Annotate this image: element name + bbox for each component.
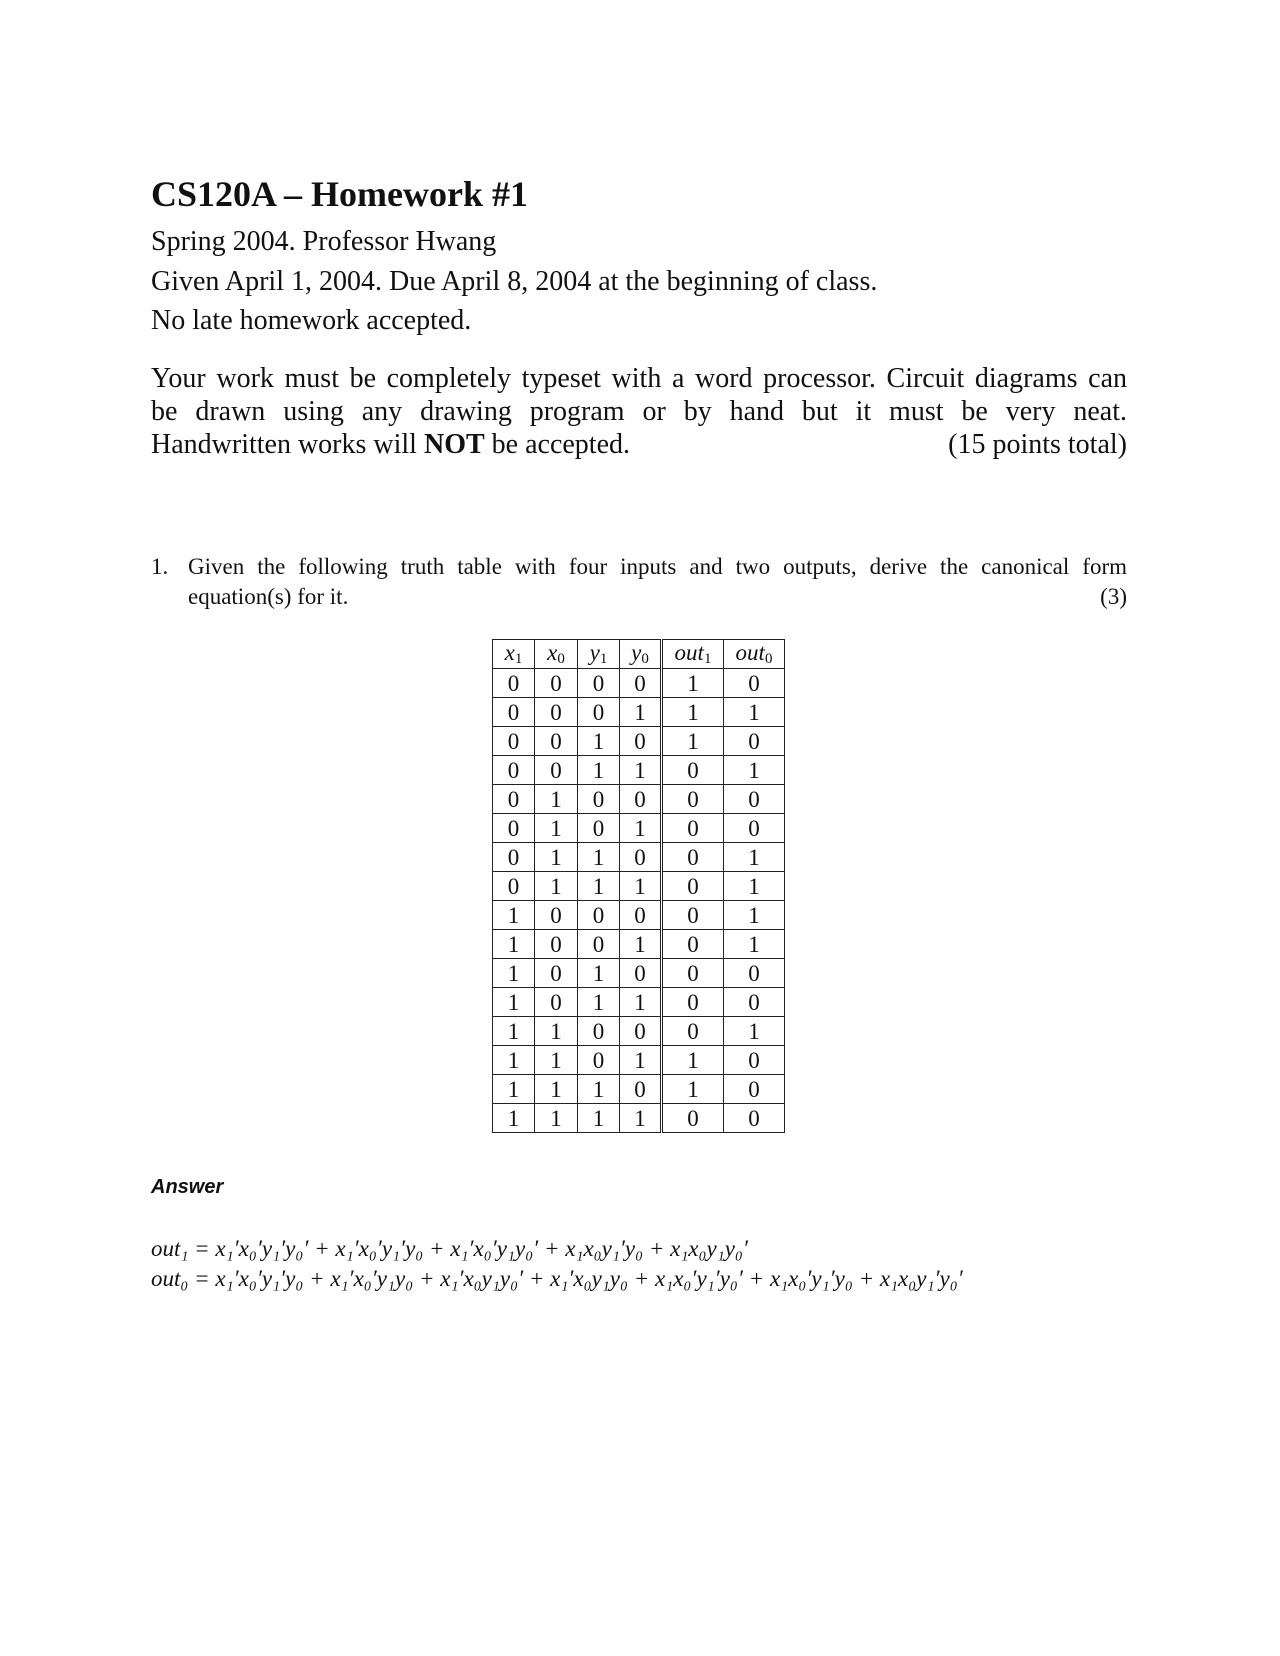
handwritten-note-start: Handwritten works will bbox=[151, 429, 424, 460]
table-cell: 1 bbox=[620, 1104, 662, 1133]
table-cell: 1 bbox=[662, 727, 724, 756]
table-cell: 0 bbox=[662, 1104, 724, 1133]
out0-equation: out₀ = x₁′x₀′y₁′y₀ + x₁′x₀′y₁y₀ + x₁′x₀y₁y₀′ + x₁′x₀y₁y₀ + x₁x₀′y₁′y₀′ + x₁x₀′y₁′y₀ + x₁x₀y₁′y₀′ bbox=[151, 1266, 963, 1291]
late-policy: No late homework accepted. bbox=[151, 305, 472, 336]
table-cell: 1 bbox=[493, 1046, 535, 1075]
table-cell: 0 bbox=[493, 872, 535, 901]
table-cell: 1 bbox=[662, 1075, 724, 1104]
table-row bbox=[493, 1075, 785, 1104]
table-cell: 1 bbox=[535, 872, 578, 901]
course-term: Spring 2004. Professor Hwang bbox=[151, 226, 497, 257]
page-title: CS120A – Homework #1 bbox=[151, 174, 528, 214]
table-cell: 1 bbox=[578, 959, 620, 988]
table-cell: 0 bbox=[578, 1046, 620, 1075]
table-cell: 1 bbox=[535, 1046, 578, 1075]
instructions-line-3 bbox=[151, 428, 1127, 461]
table-cell: 1 bbox=[535, 785, 578, 814]
table-cell: 0 bbox=[620, 785, 662, 814]
table-cell: 0 bbox=[662, 814, 724, 843]
table-cell: 0 bbox=[578, 698, 620, 727]
table-cell: 1 bbox=[578, 727, 620, 756]
table-cell: 0 bbox=[493, 785, 535, 814]
table-cell: 1 bbox=[724, 756, 785, 785]
total-points: (15 points total) bbox=[948, 429, 1127, 460]
truth-table-header-row bbox=[493, 640, 785, 669]
table-row bbox=[493, 872, 785, 901]
header-out0: out$_0$ bbox=[724, 640, 785, 669]
handwritten-note bbox=[151, 428, 630, 461]
table-cell: 1 bbox=[724, 843, 785, 872]
table-cell: 0 bbox=[662, 872, 724, 901]
table-cell: 0 bbox=[535, 756, 578, 785]
header-y1: $y_1$ bbox=[578, 640, 620, 669]
table-row bbox=[493, 756, 785, 785]
table-cell: 1 bbox=[493, 901, 535, 930]
table-cell: 0 bbox=[578, 901, 620, 930]
table-cell: 1 bbox=[724, 901, 785, 930]
table-row bbox=[493, 698, 785, 727]
table-row bbox=[493, 901, 785, 930]
table-cell: 0 bbox=[662, 785, 724, 814]
question-1 bbox=[151, 552, 1127, 612]
table-cell: 0 bbox=[662, 988, 724, 1017]
table-row bbox=[493, 988, 785, 1017]
table-cell: 1 bbox=[620, 756, 662, 785]
table-cell: 1 bbox=[535, 1104, 578, 1133]
table-cell: 0 bbox=[620, 901, 662, 930]
table-cell: 0 bbox=[724, 959, 785, 988]
table-cell: 0 bbox=[493, 727, 535, 756]
table-cell: 0 bbox=[724, 785, 785, 814]
table-cell: 0 bbox=[535, 669, 578, 698]
instructions-line-1: Your work must be completely typeset with a word processor. Circuit diagrams can bbox=[151, 363, 1127, 394]
table-cell: 1 bbox=[493, 930, 535, 959]
table-cell: 0 bbox=[578, 814, 620, 843]
table-cell: 0 bbox=[620, 1075, 662, 1104]
table-cell: 0 bbox=[724, 1075, 785, 1104]
table-cell: 1 bbox=[662, 1046, 724, 1075]
question-points: (3) bbox=[1100, 584, 1127, 609]
question-number: 1. bbox=[151, 554, 169, 579]
due-date: Given April 1, 2004. Due April 8, 2004 at the beginning of class. bbox=[151, 266, 878, 297]
instructions-line-2: be drawn using any drawing program or by hand but it must be very neat. bbox=[151, 396, 1127, 427]
table-cell: 0 bbox=[724, 669, 785, 698]
table-cell: 1 bbox=[578, 988, 620, 1017]
table-cell: 0 bbox=[535, 930, 578, 959]
handwritten-note-end: be accepted. bbox=[484, 429, 631, 460]
table-cell: 1 bbox=[493, 959, 535, 988]
table-cell: 0 bbox=[620, 1017, 662, 1046]
table-cell: 0 bbox=[662, 843, 724, 872]
table-cell: 1 bbox=[578, 843, 620, 872]
answer-label: Answer bbox=[151, 1176, 224, 1198]
table-cell: 0 bbox=[578, 930, 620, 959]
table-cell: 0 bbox=[493, 698, 535, 727]
table-cell: 1 bbox=[493, 1075, 535, 1104]
table-cell: 1 bbox=[578, 1104, 620, 1133]
table-cell: 0 bbox=[493, 814, 535, 843]
question-text-line-1: Given the following truth table with four inputs and two outputs, derive the canonical form bbox=[188, 554, 1127, 579]
table-cell: 1 bbox=[620, 814, 662, 843]
table-cell: 0 bbox=[535, 901, 578, 930]
table-cell: 0 bbox=[662, 959, 724, 988]
table-cell: 0 bbox=[724, 814, 785, 843]
table-cell: 1 bbox=[620, 1046, 662, 1075]
table-cell: 0 bbox=[535, 698, 578, 727]
table-cell: 1 bbox=[724, 930, 785, 959]
header-out1: out$_1$ bbox=[662, 640, 724, 669]
table-cell: 0 bbox=[535, 727, 578, 756]
table-cell: 1 bbox=[620, 988, 662, 1017]
table-row bbox=[493, 785, 785, 814]
table-cell: 1 bbox=[578, 756, 620, 785]
not-emphasis: NOT bbox=[423, 429, 485, 460]
table-row bbox=[493, 814, 785, 843]
header-x1: $x_1$ bbox=[493, 640, 535, 669]
table-row bbox=[493, 843, 785, 872]
table-cell: 1 bbox=[662, 698, 724, 727]
question-text-line-2 bbox=[188, 582, 1127, 612]
table-cell: 0 bbox=[620, 959, 662, 988]
table-row bbox=[493, 727, 785, 756]
table-cell: 0 bbox=[724, 988, 785, 1017]
table-cell: 0 bbox=[493, 843, 535, 872]
table-cell: 1 bbox=[535, 1017, 578, 1046]
instructions-paragraph bbox=[151, 362, 1127, 461]
table-row bbox=[493, 1104, 785, 1133]
table-cell: 0 bbox=[662, 930, 724, 959]
table-cell: 1 bbox=[578, 872, 620, 901]
table-cell: 1 bbox=[620, 698, 662, 727]
table-cell: 1 bbox=[620, 930, 662, 959]
table-cell: 0 bbox=[620, 843, 662, 872]
table-cell: 1 bbox=[620, 872, 662, 901]
table-cell: 1 bbox=[724, 698, 785, 727]
table-cell: 0 bbox=[724, 1104, 785, 1133]
question-text-line-2-text: equation(s) for it. bbox=[188, 584, 349, 609]
header-y0: $y_0$ bbox=[620, 640, 662, 669]
table-cell: 1 bbox=[535, 1075, 578, 1104]
table-cell: 1 bbox=[535, 814, 578, 843]
table-cell: 0 bbox=[535, 988, 578, 1017]
table-row bbox=[493, 1046, 785, 1075]
table-cell: 0 bbox=[578, 669, 620, 698]
table-row bbox=[493, 930, 785, 959]
table-cell: 0 bbox=[578, 785, 620, 814]
table-cell: 0 bbox=[662, 901, 724, 930]
table-cell: 0 bbox=[535, 959, 578, 988]
table-cell: 0 bbox=[724, 1046, 785, 1075]
table-cell: 1 bbox=[662, 669, 724, 698]
question-text bbox=[188, 552, 1127, 612]
table-cell: 0 bbox=[493, 756, 535, 785]
table-row bbox=[493, 1017, 785, 1046]
table-cell: 0 bbox=[724, 727, 785, 756]
table-row bbox=[493, 669, 785, 698]
table-cell: 1 bbox=[724, 872, 785, 901]
table-cell: 1 bbox=[724, 1017, 785, 1046]
table-cell: 1 bbox=[535, 843, 578, 872]
table-cell: 0 bbox=[493, 669, 535, 698]
table-cell: 1 bbox=[493, 1017, 535, 1046]
table-cell: 0 bbox=[578, 1017, 620, 1046]
header-x0: $x_0$ bbox=[535, 640, 578, 669]
table-cell: 0 bbox=[662, 1017, 724, 1046]
out1-equation: out₁ = x₁′x₀′y₁′y₀′ + x₁′x₀′y₁′y₀ + x₁′x₀′y₁y₀′ + x₁x₀y₁′y₀ + x₁x₀y₁y₀′ bbox=[151, 1236, 748, 1261]
table-cell: 0 bbox=[662, 756, 724, 785]
table-row bbox=[493, 959, 785, 988]
table-cell: 1 bbox=[493, 988, 535, 1017]
table-cell: 0 bbox=[620, 727, 662, 756]
table-cell: 1 bbox=[578, 1075, 620, 1104]
truth-table bbox=[492, 639, 785, 1133]
table-cell: 1 bbox=[493, 1104, 535, 1133]
table-cell: 0 bbox=[620, 669, 662, 698]
